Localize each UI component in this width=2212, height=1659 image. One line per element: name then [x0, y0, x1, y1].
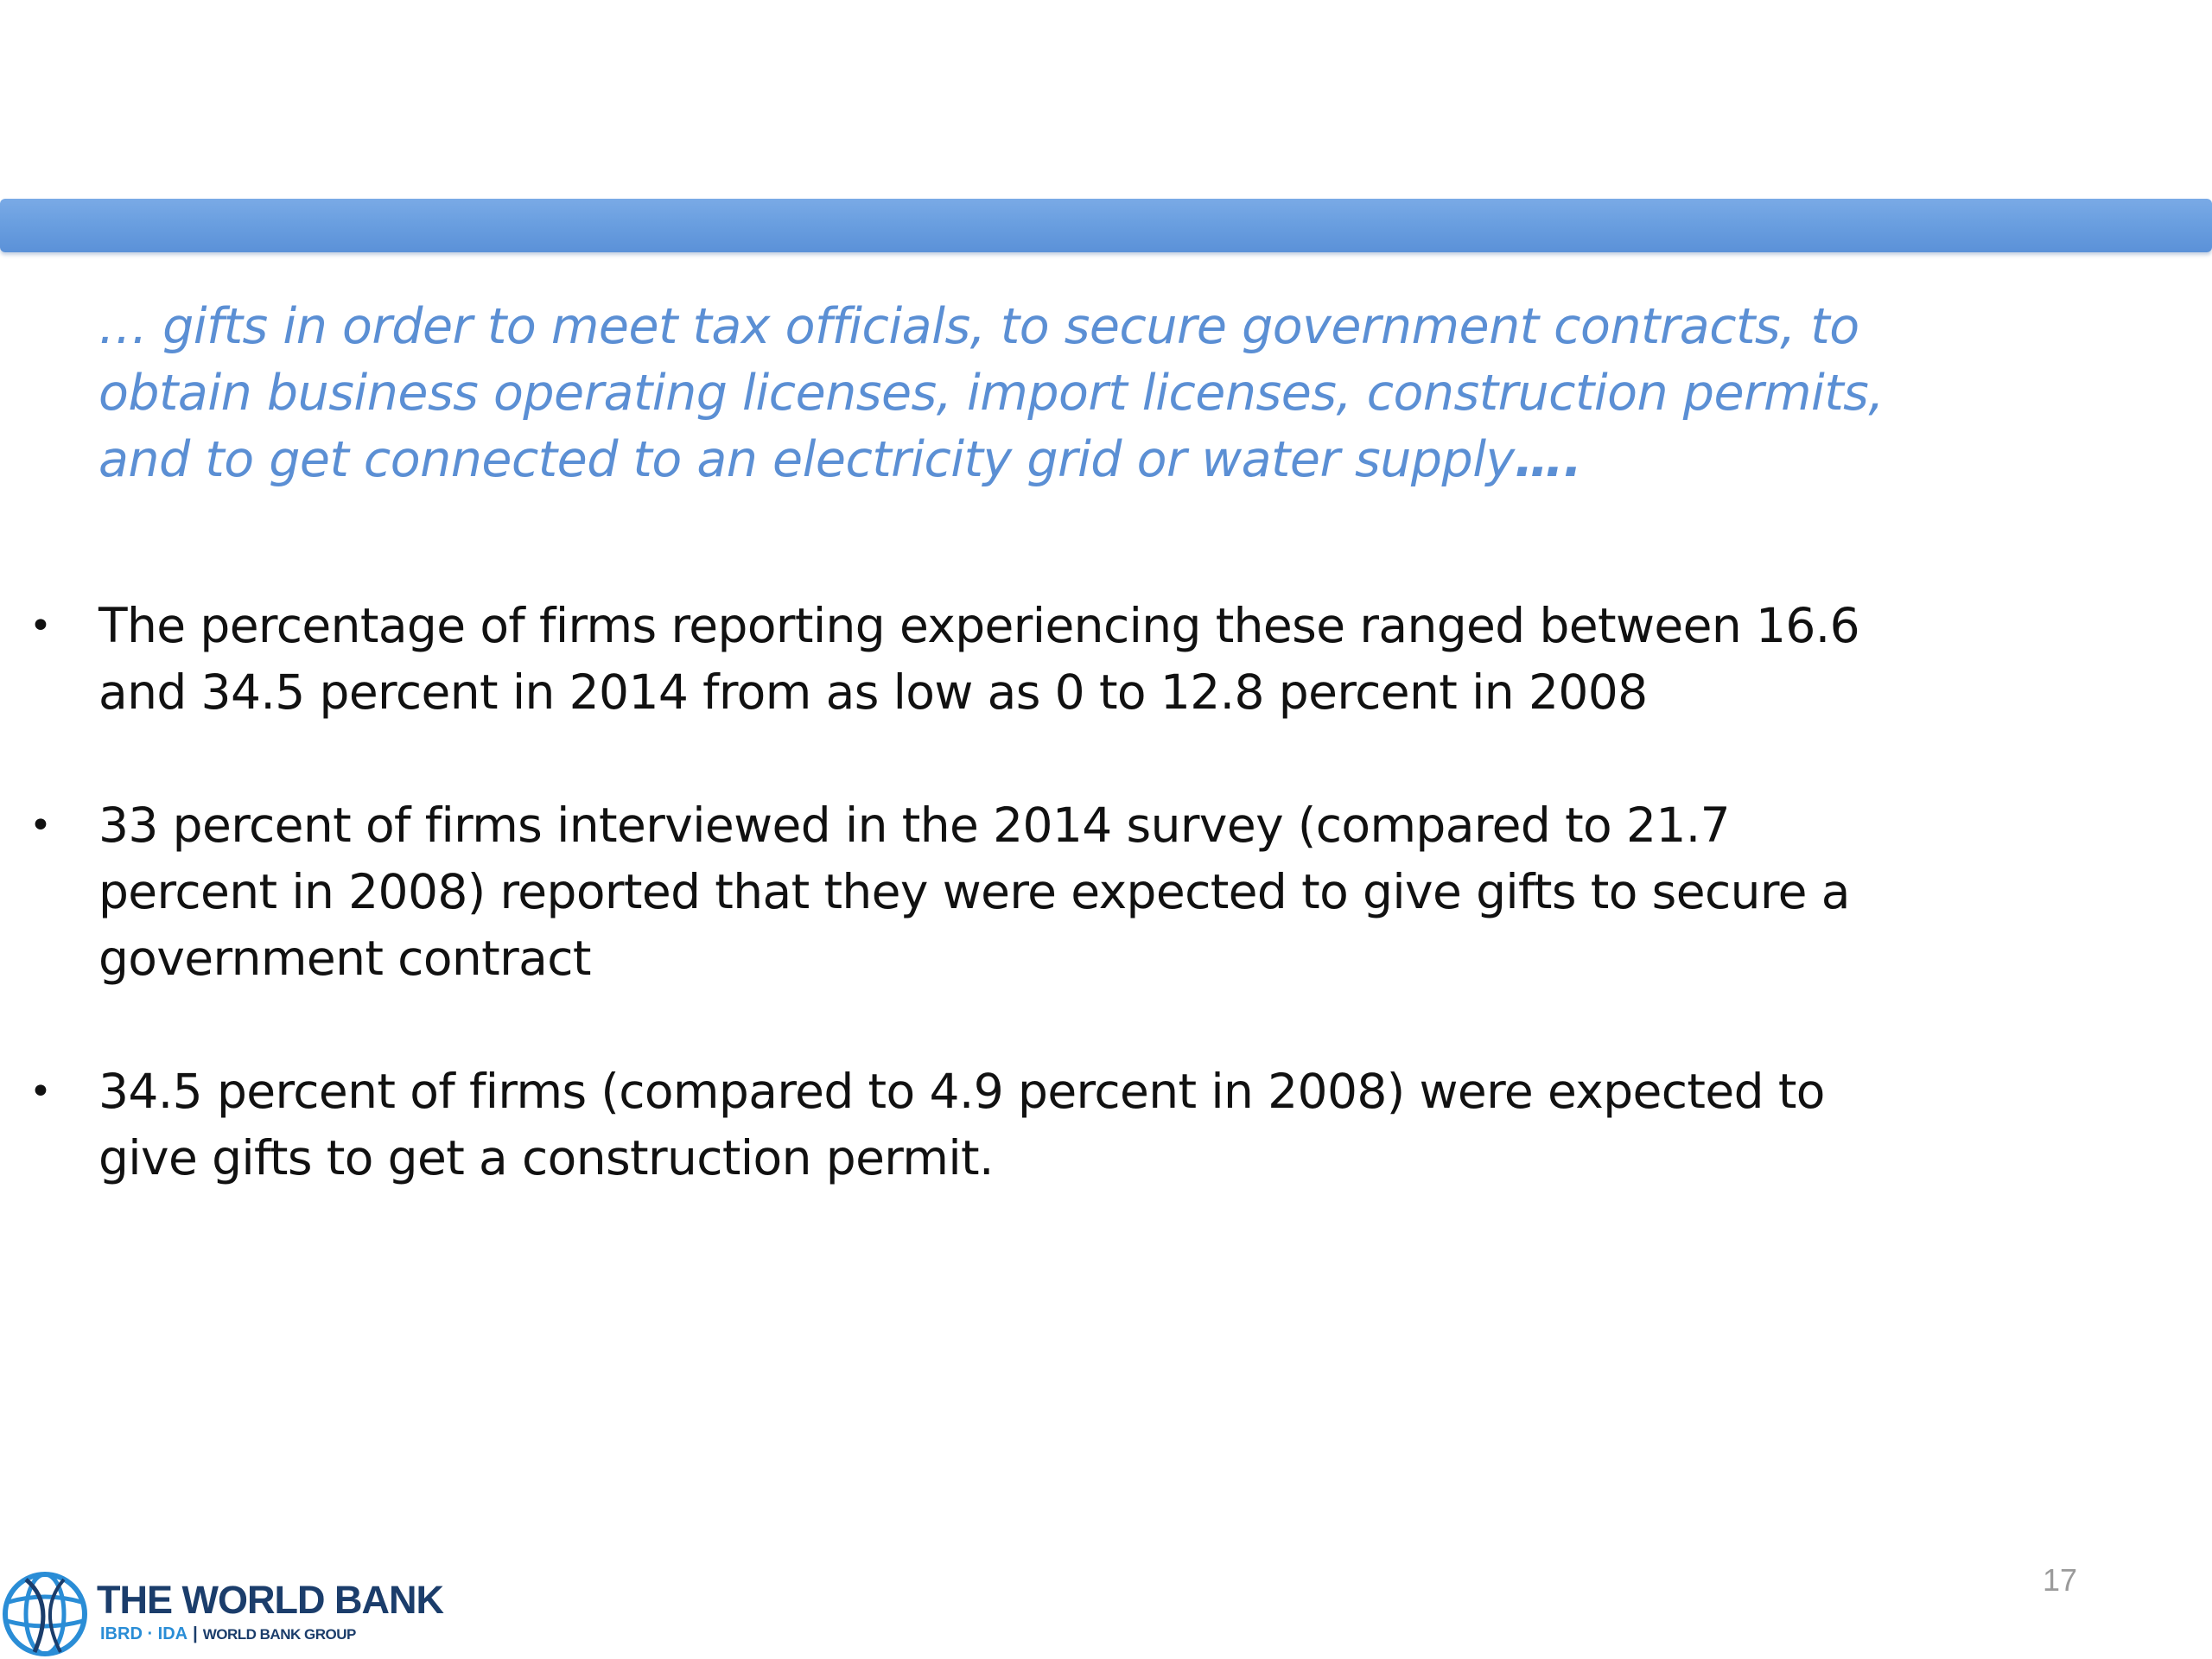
bullet-item — [0, 792, 1922, 992]
logo-separator: | — [193, 1624, 198, 1643]
bullet-item — [0, 1058, 1922, 1192]
quote-text — [99, 294, 1956, 493]
bullet-text: 33 percent of firms interviewed in the 2014 survey (compared to 21.7 percent in 2008) reported that they were expected to give gifts to secure a government contract — [99, 798, 1850, 986]
world-bank-logo — [0, 1562, 484, 1659]
bullet-text: The percentage of firms reporting experiencing these ranged between 16.6 and 34.5 percent in 2014 from as low as 0 to 12.8 percent in 2008 — [99, 598, 1860, 720]
top-accent-band — [0, 199, 2212, 252]
quote-body: … gifts in order to meet tax officials, to secure government contracts, to obtain business operating licenses, import licenses, construction permits, and to get connected to an electricity grid or water supply — [99, 298, 1884, 488]
bullet-marker: • — [29, 1070, 52, 1114]
bullet-marker: • — [29, 604, 52, 648]
logo-title: THE WORLD BANK — [97, 1578, 443, 1622]
bullet-item — [0, 593, 1922, 726]
logo-group: WORLD BANK GROUP — [202, 1626, 356, 1643]
bullet-text: 34.5 percent of firms (compared to 4.9 percent in 2008) were expected to give gifts to get a construction permit. — [99, 1064, 1825, 1185]
logo-subtitle — [100, 1624, 356, 1644]
quote-ellipsis: …. — [1514, 431, 1582, 488]
page-number: 17 — [2042, 1562, 2077, 1598]
bullet-list — [0, 593, 2212, 1258]
bullet-marker: • — [29, 804, 52, 848]
globe-icon — [0, 1569, 90, 1659]
logo-ibrd: IBRD · IDA — [100, 1624, 188, 1643]
